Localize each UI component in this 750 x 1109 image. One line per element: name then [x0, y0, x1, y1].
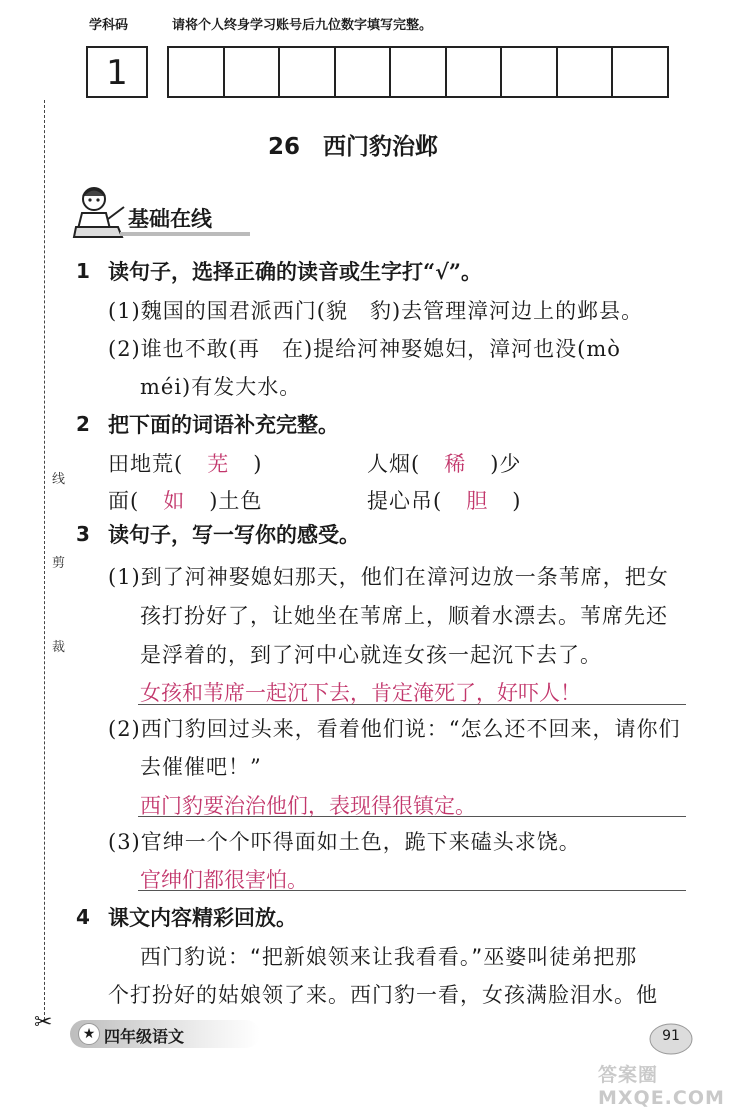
- account-instruction: 请将个人终身学习账号后九位数字填写完整。: [172, 18, 433, 33]
- q1-item-2-line-2: méi)有发大水。: [140, 375, 302, 399]
- page-number-badge: [648, 1022, 694, 1056]
- word-item-1: [108, 448, 262, 478]
- q3-answer-1: 女孩和苇席一起沉下去，肯定淹死了，好吓人！: [140, 681, 581, 705]
- cut-line: [44, 100, 45, 1020]
- page-number: 91: [662, 1028, 680, 1044]
- digit-dividers: [169, 48, 667, 96]
- account-digit-boxes[interactable]: [167, 46, 669, 98]
- word-answer: 稀: [444, 452, 467, 476]
- word-suffix: )土色: [209, 489, 263, 513]
- q4-passage-line-2: 个打扮好的姑娘领了来。西门豹一看，女孩满脸泪水。他: [108, 983, 658, 1007]
- q3-sentence-1-line-2: 孩打扮好了，让她坐在苇席上，顺着水漂去。苇席先还: [140, 604, 668, 628]
- question-prompt: 把下面的词语补充完整。: [108, 412, 339, 437]
- footer-book-title: 四年级语文: [104, 1027, 185, 1046]
- q3-sentence-3: (3)官绅一个个吓得面如土色，跪下来磕头求饶。: [108, 830, 581, 854]
- watermark: 答案圈 MXQE.COM: [598, 1064, 725, 1109]
- cut-mark-trim: 裁: [52, 640, 66, 655]
- section-title: 基础在线: [128, 207, 212, 231]
- q3-sentence-2-line-1: (2)西门豹回过头来，看着他们说：“怎么还不回来，请你们: [108, 717, 681, 741]
- subject-code-label: 学科码: [89, 18, 129, 33]
- question-number: 2: [76, 412, 90, 436]
- answer-underline: [138, 816, 686, 817]
- word-prefix: 人烟(: [367, 452, 421, 476]
- answer-underline: [138, 704, 686, 705]
- cut-mark-line: 线: [52, 472, 66, 487]
- question-prompt: 读句子，写一写你的感受。: [108, 522, 360, 547]
- subject-code-value: 1: [106, 53, 128, 93]
- q1-item-2-line-1: (2)谁也不敢(再 在)提给河神娶媳妇，漳河也没(mò: [108, 337, 621, 361]
- word-prefix: 提心吊(: [367, 489, 443, 513]
- q3-answer-3: 官绅们都很害怕。: [140, 868, 308, 892]
- word-item-3: [108, 485, 262, 515]
- scissors-icon: ✂: [34, 1010, 53, 1035]
- q1-item-1: (1)魏国的国君派西门(貌 豹)去管理漳河边上的邺县。: [108, 299, 644, 323]
- question-number: 4: [76, 905, 90, 929]
- q3-answer-2: 西门豹要治治他们，表现得很镇定。: [140, 794, 476, 818]
- question-number: 1: [76, 259, 90, 283]
- answer-underline: [138, 890, 686, 891]
- section-underline: [120, 232, 250, 236]
- page-title: 26 西门豹治邺: [268, 134, 439, 160]
- subject-code-box: [86, 46, 148, 98]
- q4-passage-line-1: 西门豹说：“把新娘领来让我看看。”巫婆叫徒弟把那: [140, 945, 638, 969]
- word-prefix: 田地荒(: [108, 452, 184, 476]
- question-prompt: 读句子，选择正确的读音或生字打“√”。: [108, 259, 482, 284]
- word-item-2: [367, 448, 521, 478]
- word-suffix: ): [253, 452, 263, 476]
- question-prompt: 课文内容精彩回放。: [108, 905, 297, 930]
- q3-sentence-1-line-3: 是浮着的，到了河中心就连女孩一起沉下去了。: [140, 643, 602, 667]
- cut-mark-cut: 剪: [52, 556, 66, 571]
- word-prefix: 面(: [108, 489, 140, 513]
- q3-sentence-2-line-2: 去催催吧！”: [140, 755, 262, 779]
- word-suffix: ): [512, 489, 522, 513]
- word-answer: 如: [163, 489, 186, 513]
- star-icon: ★: [78, 1023, 100, 1045]
- word-answer: 胆: [466, 489, 489, 513]
- question-number: 3: [76, 522, 90, 546]
- word-answer: 芜: [207, 452, 230, 476]
- word-suffix: )少: [490, 452, 522, 476]
- word-item-4: [367, 485, 521, 515]
- q3-sentence-1-line-1: (1)到了河神娶媳妇那天，他们在漳河边放一条苇席，把女: [108, 565, 669, 589]
